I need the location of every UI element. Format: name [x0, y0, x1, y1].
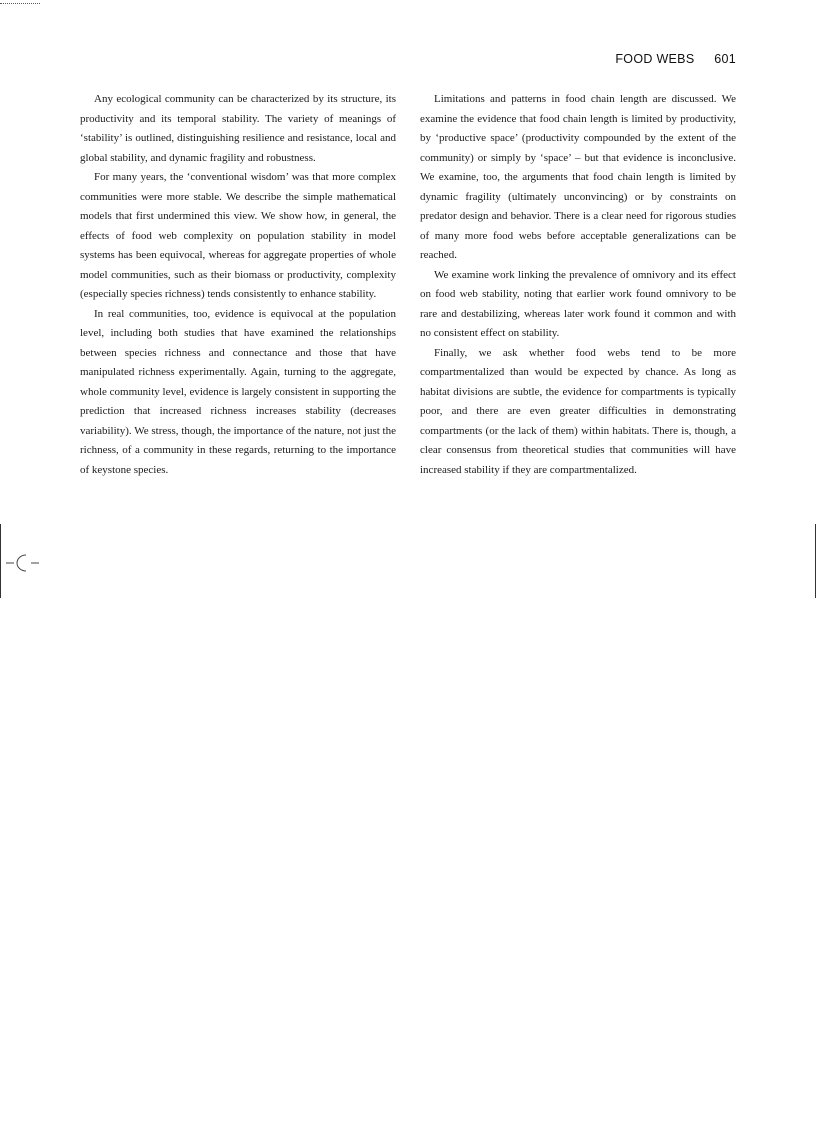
running-head — [615, 52, 736, 66]
paragraph: We examine work linking the prevalence of omnivory and its effect on food web stability, noting that earlier work found omnivory to be rare and destabilizing, whereas later work found it common and with no consistent effect on stability. — [420, 268, 736, 339]
running-head-title: FOOD WEBS — [615, 52, 695, 66]
paragraph: For many years, the ‘conventional wisdom’ was that more complex communities were more stable. We describe the simple mathematical models that first undermined this view. We show how, in general, the effects of food web complexity on population stability in model systems has been equivocal, whereas for aggregate properties of whole model communities, such as their biomass or productivity, complexity (especially species richness) tends consistently to enhance stability. — [80, 171, 396, 300]
crop-mark-left — [0, 524, 1, 598]
paragraph: In real communities, too, evidence is equivocal at the population level, including both studies that have examined the relationships between species richness and connectance and those that have manipulated richness experimentally. Again, turning to the aggregate, whole community level, evidence is largely consistent in supporting the prediction that increased richness increases stability (decreases variability). We stress, though, the importance of the nature, not just the richness, of a community in these regards, returning to the importance of keystone species. — [80, 307, 396, 476]
paragraph: Any ecological community can be characterized by its structure, its productivity and its temporal stability. The variety of meanings of ‘stability’ is outlined, distinguishing resilience and resistance, local and global stability, and dynamic fragility and robustness. — [80, 93, 396, 164]
right-column — [420, 90, 736, 480]
registration-mark-icon — [6, 552, 40, 574]
page-number: 601 — [714, 52, 736, 66]
crop-mark-top-left — [0, 0, 40, 4]
paragraph: Finally, we ask whether food webs tend to be more compartmentalized than would be expected by chance. As long as habitat divisions are subtle, the evidence for compartments is typically poor, and there are even greater difficulties in demonstrating compartments (or the lack of them) within habitats. There is, though, a clear consensus from theoretical studies that communities will have increased stability if they are compartmentalized. — [420, 346, 736, 476]
paragraph: Limitations and patterns in food chain length are discussed. We examine the evidence that food chain length is limited by productivity, by ‘productive space’ (productivity compounded by the extent of the community) or simply by ‘space’ – but that evidence is inconclusive. We examine, too, the arguments that food chain length is limited by dynamic fragility (ultimately unconvincing) or by constraints on predator design and behavior. There is a clear need for rigorous studies of many more food webs before acceptable generalizations can be reached. — [420, 93, 736, 261]
left-column — [80, 90, 396, 480]
